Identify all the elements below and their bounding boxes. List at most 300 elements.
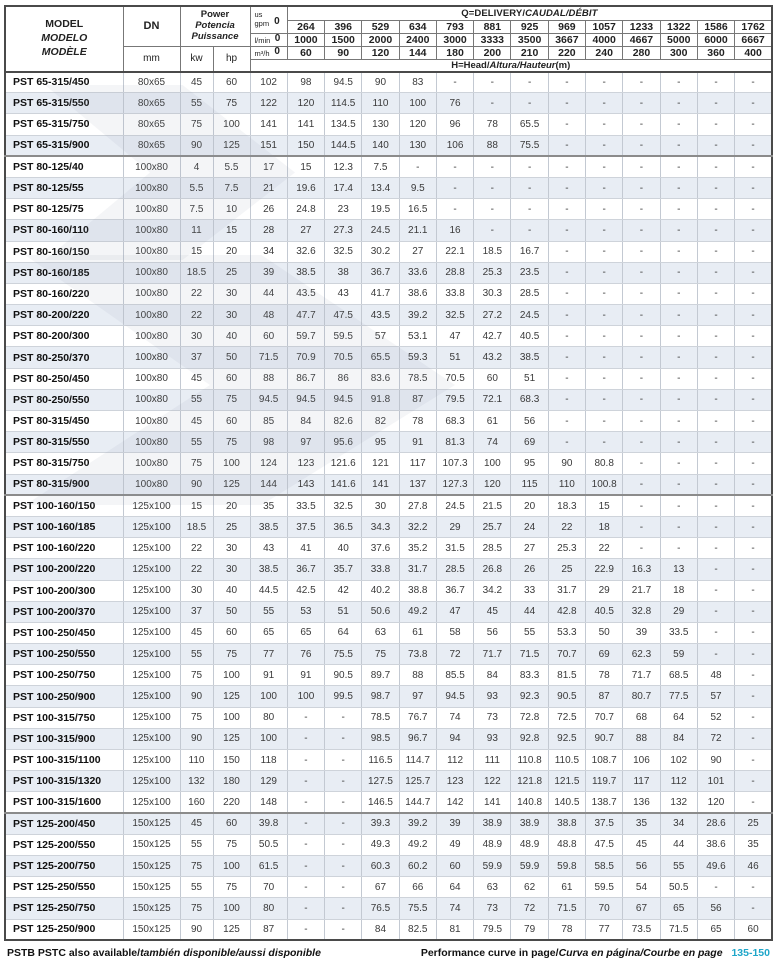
head-value-cell: 71.5 — [250, 347, 287, 368]
model-cell: PST 80-160/150 — [5, 241, 123, 262]
model-cell: PST 80-250/450 — [5, 368, 123, 389]
hp-cell: 60 — [213, 368, 250, 389]
head-value-cell: - — [735, 665, 772, 686]
dn-cell: 150x125 — [123, 813, 180, 834]
head-value-cell: - — [623, 220, 660, 241]
flow-header-cell-gpm: 969 — [548, 20, 585, 33]
head-value-cell: - — [325, 771, 362, 792]
kw-cell: 45 — [180, 72, 213, 93]
head-value-cell: - — [586, 156, 623, 177]
head-value-cell: - — [697, 877, 734, 898]
head-value-cell: - — [548, 241, 585, 262]
flow-header-cell-gpm: 881 — [474, 20, 511, 33]
head-value-cell: - — [697, 495, 734, 516]
head-value-cell: - — [511, 199, 548, 220]
head-value-cell: 78 — [399, 411, 436, 432]
head-value-cell: 90 — [548, 453, 585, 474]
head-value-cell: 81 — [436, 919, 473, 940]
head-value-cell: - — [697, 559, 734, 580]
head-value-cell: 141 — [250, 114, 287, 135]
head-value-cell: - — [697, 516, 734, 537]
head-value-cell: 38.5 — [287, 262, 324, 283]
head-value-cell: 51 — [325, 601, 362, 622]
head-value-cell: - — [586, 432, 623, 453]
head-value-cell: - — [511, 93, 548, 114]
head-value-cell: 98 — [287, 72, 324, 93]
flow-header-cell-m3h: 120 — [362, 46, 399, 59]
table-row — [5, 665, 772, 686]
head-value-cell: 38 — [325, 262, 362, 283]
head-value-cell: 35 — [623, 813, 660, 834]
flow-header-cell-gpm: 925 — [511, 20, 548, 33]
head-value-cell: - — [548, 220, 585, 241]
head-value-cell: - — [697, 347, 734, 368]
head-value-cell: - — [287, 728, 324, 749]
dn-cell: 100x80 — [123, 474, 180, 495]
head-value-cell: - — [660, 538, 697, 559]
dn-cell: 125x100 — [123, 665, 180, 686]
head-value-cell: - — [735, 750, 772, 771]
kw-cell: 22 — [180, 283, 213, 304]
head-value-cell: 60 — [436, 855, 473, 876]
flow-header-cell-m3h: 400 — [735, 46, 772, 59]
kw-cell: 22 — [180, 305, 213, 326]
head-value-cell: - — [586, 368, 623, 389]
model-cell: PST 65-315/750 — [5, 114, 123, 135]
head-value-cell: 38.5 — [511, 347, 548, 368]
head-value-cell: 141 — [287, 114, 324, 135]
head-value-cell: 130 — [362, 114, 399, 135]
model-cell: PST 100-250/550 — [5, 644, 123, 665]
dn-cell: 100x80 — [123, 347, 180, 368]
page-footer — [4, 941, 773, 959]
dn-cell: 125x100 — [123, 771, 180, 792]
model-cell: PST 80-315/900 — [5, 474, 123, 495]
kw-cell: 75 — [180, 665, 213, 686]
head-value-cell: - — [735, 114, 772, 135]
head-value-cell: 93 — [474, 686, 511, 707]
dn-cell: 125x100 — [123, 686, 180, 707]
flow-header-cell-lmin: 6667 — [735, 33, 772, 46]
head-value-cell: 95 — [511, 453, 548, 474]
dn-cell: 125x100 — [123, 750, 180, 771]
head-value-cell: 45 — [623, 834, 660, 855]
head-value-cell: - — [697, 644, 734, 665]
head-value-cell: 78 — [474, 114, 511, 135]
flow-header-cell-m3h: 360 — [697, 46, 734, 59]
head-value-cell: 101 — [697, 771, 734, 792]
head-value-cell: 47.7 — [287, 305, 324, 326]
head-value-cell: 43 — [250, 538, 287, 559]
unit-m3h-label: m³/h — [254, 48, 270, 58]
head-value-cell: 72 — [436, 644, 473, 665]
head-value-cell: 12.3 — [325, 156, 362, 177]
head-value-cell: 27 — [287, 220, 324, 241]
head-value-cell: 72 — [511, 898, 548, 919]
model-cell: PST 80-160/185 — [5, 262, 123, 283]
head-value-cell: 51 — [436, 347, 473, 368]
head-value-cell: 129 — [250, 771, 287, 792]
head-value-cell: 21.1 — [399, 220, 436, 241]
head-value-cell: 78 — [548, 919, 585, 940]
head-value-cell: - — [586, 241, 623, 262]
table-row — [5, 538, 772, 559]
head-value-cell: 63 — [474, 877, 511, 898]
head-value-cell: - — [548, 283, 585, 304]
head-value-cell: 69 — [511, 432, 548, 453]
head-value-cell: 39.2 — [399, 305, 436, 326]
head-value-cell: 94.5 — [436, 686, 473, 707]
head-value-cell: 77 — [586, 919, 623, 940]
table-row — [5, 898, 772, 919]
hp-cell: 75 — [213, 93, 250, 114]
head-value-cell: 41.7 — [362, 283, 399, 304]
dn-cell: 100x80 — [123, 305, 180, 326]
head-value-cell: 96 — [436, 114, 473, 135]
head-value-cell: 24.5 — [362, 220, 399, 241]
head-value-cell: 42 — [325, 580, 362, 601]
head-value-cell: - — [660, 72, 697, 93]
head-value-cell: 15 — [287, 156, 324, 177]
head-value-cell: - — [697, 474, 734, 495]
model-cell: PST 80-125/40 — [5, 156, 123, 177]
head-value-cell: 70.9 — [287, 347, 324, 368]
flow-header-cell-gpm: 396 — [325, 20, 362, 33]
head-value-cell: 100 — [287, 686, 324, 707]
head-value-cell: 71.5 — [511, 644, 548, 665]
head-value-cell: 100 — [399, 93, 436, 114]
kw-cell: 55 — [180, 389, 213, 410]
head-value-cell: 91 — [399, 432, 436, 453]
flow-header-cell-lmin: 4667 — [623, 33, 660, 46]
head-value-cell: - — [399, 156, 436, 177]
head-value-cell: 100 — [250, 686, 287, 707]
head-value-cell: 53.1 — [399, 326, 436, 347]
head-value-cell: 92.8 — [511, 728, 548, 749]
hp-cell: 30 — [213, 538, 250, 559]
model-cell: PST 65-315/900 — [5, 135, 123, 156]
head-value-cell: 50.5 — [250, 834, 287, 855]
header-model-en: MODEL — [45, 18, 84, 31]
head-value-cell: - — [474, 199, 511, 220]
hp-cell: 220 — [213, 792, 250, 813]
head-value-cell: 16 — [436, 220, 473, 241]
kw-cell: 75 — [180, 707, 213, 728]
head-value-cell: 18.5 — [474, 241, 511, 262]
hp-cell: 30 — [213, 305, 250, 326]
kw-cell: 55 — [180, 644, 213, 665]
head-value-cell: 66 — [399, 877, 436, 898]
head-value-cell: - — [697, 389, 734, 410]
head-value-cell: 78.5 — [362, 707, 399, 728]
head-value-cell: 64 — [660, 707, 697, 728]
table-row — [5, 877, 772, 898]
flow-header-cell-lmin: 5000 — [660, 33, 697, 46]
hp-cell: 125 — [213, 919, 250, 940]
head-value-cell: - — [548, 411, 585, 432]
head-value-cell: 150 — [287, 135, 324, 156]
head-value-cell: 42.7 — [474, 326, 511, 347]
kw-cell: 30 — [180, 326, 213, 347]
unit-lmin-label: l/min — [254, 35, 271, 45]
head-value-cell: 49.2 — [399, 601, 436, 622]
head-value-cell: - — [697, 601, 734, 622]
hp-cell: 30 — [213, 283, 250, 304]
head-value-cell: - — [325, 919, 362, 940]
table-row — [5, 750, 772, 771]
flow-header-cell-lmin: 2400 — [399, 33, 436, 46]
kw-cell: 55 — [180, 93, 213, 114]
dn-cell: 100x80 — [123, 156, 180, 177]
head-value-cell: 16.7 — [511, 241, 548, 262]
performance-curve-page-link[interactable]: 135-150 — [731, 947, 770, 959]
head-value-cell: 61 — [399, 622, 436, 643]
head-value-cell: 112 — [436, 750, 473, 771]
head-value-cell: 22.9 — [586, 559, 623, 580]
head-value-cell: 34 — [250, 241, 287, 262]
head-value-cell: 114.5 — [325, 93, 362, 114]
head-value-cell: 65 — [250, 622, 287, 643]
flow-header-cell-gpm: 634 — [399, 20, 436, 33]
head-value-cell: 22.1 — [436, 241, 473, 262]
head-value-cell: 28.8 — [436, 262, 473, 283]
head-value-cell: 53 — [287, 601, 324, 622]
head-value-cell: 120 — [697, 792, 734, 813]
head-value-cell: - — [325, 792, 362, 813]
kw-cell: 75 — [180, 453, 213, 474]
head-value-cell: 44 — [660, 834, 697, 855]
hp-cell: 75 — [213, 432, 250, 453]
head-value-cell: - — [474, 93, 511, 114]
flow-header-cell-m3h: 180 — [436, 46, 473, 59]
head-value-cell: 30 — [362, 495, 399, 516]
kw-cell: 45 — [180, 411, 213, 432]
head-value-cell: 117 — [399, 453, 436, 474]
head-value-cell: 96.7 — [399, 728, 436, 749]
head-value-cell: 121.6 — [325, 453, 362, 474]
head-value-cell: 94.5 — [325, 389, 362, 410]
table-row — [5, 580, 772, 601]
head-value-cell: 67 — [362, 877, 399, 898]
head-value-cell: 20 — [511, 495, 548, 516]
head-value-cell: - — [586, 411, 623, 432]
head-value-cell: 74 — [436, 898, 473, 919]
dn-cell: 100x80 — [123, 432, 180, 453]
model-cell: PST 100-315/1600 — [5, 792, 123, 813]
flow-header-cell-m3h: 210 — [511, 46, 548, 59]
head-value-cell: 87 — [586, 686, 623, 707]
head-value-cell: - — [623, 93, 660, 114]
head-value-cell: 144.5 — [325, 135, 362, 156]
head-value-cell: 59 — [660, 644, 697, 665]
head-value-cell: 16.5 — [399, 199, 436, 220]
head-value-cell: 82.6 — [325, 411, 362, 432]
flow-header-cell-m3h: 220 — [548, 46, 585, 59]
head-value-cell: - — [697, 538, 734, 559]
column-header-hp: hp — [213, 46, 250, 72]
table-row — [5, 93, 772, 114]
model-cell: PST 80-160/110 — [5, 220, 123, 241]
head-value-cell: - — [660, 114, 697, 135]
head-value-cell: 40 — [325, 538, 362, 559]
head-value-cell: 108.7 — [586, 750, 623, 771]
head-value-cell: 34.2 — [474, 580, 511, 601]
head-value-cell: 122 — [250, 93, 287, 114]
head-value-cell: 115 — [511, 474, 548, 495]
table-row — [5, 792, 772, 813]
head-value-cell: - — [436, 156, 473, 177]
kw-cell: 45 — [180, 622, 213, 643]
table-row — [5, 262, 772, 283]
head-value-cell: 48 — [697, 665, 734, 686]
head-value-cell: 26 — [511, 559, 548, 580]
header-power-en: Power — [200, 8, 230, 20]
head-value-cell: 25 — [735, 813, 772, 834]
head-value-cell: 40.5 — [511, 326, 548, 347]
head-value-cell: - — [548, 93, 585, 114]
head-value-cell: 127.3 — [436, 474, 473, 495]
hp-cell: 60 — [213, 813, 250, 834]
head-value-cell: 98 — [250, 432, 287, 453]
kw-cell: 55 — [180, 877, 213, 898]
head-value-cell: 146.5 — [362, 792, 399, 813]
head-value-cell: 60 — [474, 368, 511, 389]
head-value-cell: 44 — [250, 283, 287, 304]
dn-cell: 80x65 — [123, 93, 180, 114]
table-row — [5, 622, 772, 643]
table-row — [5, 601, 772, 622]
head-value-cell: 93 — [474, 728, 511, 749]
head-value-cell: 60.2 — [399, 855, 436, 876]
head-value-cell: 84 — [660, 728, 697, 749]
head-value-cell: - — [735, 707, 772, 728]
kw-cell: 15 — [180, 495, 213, 516]
head-value-cell: 54 — [623, 877, 660, 898]
head-value-cell: 75.5 — [399, 898, 436, 919]
head-value-cell: 77 — [250, 644, 287, 665]
head-value-cell: 48.8 — [548, 834, 585, 855]
model-cell: PST 100-250/450 — [5, 622, 123, 643]
head-value-cell: - — [623, 72, 660, 93]
head-value-cell: - — [586, 114, 623, 135]
head-value-cell: - — [660, 199, 697, 220]
head-value-cell: 25.3 — [474, 262, 511, 283]
head-value-cell: - — [735, 177, 772, 198]
head-value-cell: 51 — [511, 368, 548, 389]
head-value-cell: 33.5 — [660, 622, 697, 643]
head-value-cell: 27.8 — [399, 495, 436, 516]
head-value-cell: 65 — [660, 898, 697, 919]
head-value-cell: 79.5 — [436, 389, 473, 410]
head-value-cell: 26 — [250, 199, 287, 220]
head-value-cell: - — [287, 919, 324, 940]
head-value-cell: 88 — [623, 728, 660, 749]
dn-cell: 80x65 — [123, 72, 180, 93]
head-value-cell: - — [623, 432, 660, 453]
head-value-cell: 30.3 — [474, 283, 511, 304]
head-value-cell: 43.2 — [474, 347, 511, 368]
kw-cell: 90 — [180, 686, 213, 707]
head-value-cell: 85.5 — [436, 665, 473, 686]
header-power-es: Potencia — [195, 19, 235, 31]
head-value-cell: - — [623, 495, 660, 516]
head-value-cell: - — [660, 135, 697, 156]
head-value-cell: 99.5 — [325, 686, 362, 707]
head-value-cell: 130 — [399, 135, 436, 156]
head-value-cell: - — [511, 156, 548, 177]
flow-header-cell-m3h: 200 — [474, 46, 511, 59]
dn-cell: 125x100 — [123, 559, 180, 580]
head-value-cell: 37.6 — [362, 538, 399, 559]
head-value-cell: - — [287, 813, 324, 834]
head-value-cell: - — [735, 474, 772, 495]
head-value-cell: - — [697, 220, 734, 241]
head-value-cell: - — [474, 156, 511, 177]
head-value-cell: - — [474, 72, 511, 93]
head-value-cell: 48 — [250, 305, 287, 326]
head-value-cell: 106 — [623, 750, 660, 771]
head-value-cell: - — [548, 135, 585, 156]
unit-m3h-cell — [250, 46, 287, 59]
head-value-cell: 69 — [586, 644, 623, 665]
head-value-cell: 59.3 — [399, 347, 436, 368]
head-value-cell: 89.7 — [362, 665, 399, 686]
unit-gpm-label: us gpm — [254, 10, 270, 28]
head-value-cell: 86 — [325, 368, 362, 389]
head-value-cell: 71.5 — [660, 919, 697, 940]
head-value-cell: - — [287, 792, 324, 813]
head-value-cell: 21.7 — [623, 580, 660, 601]
model-cell: PST 80-160/220 — [5, 283, 123, 304]
head-value-cell: 49.2 — [399, 834, 436, 855]
model-cell: PST 125-250/550 — [5, 877, 123, 898]
head-value-cell: 71.5 — [548, 898, 585, 919]
head-value-cell: - — [548, 177, 585, 198]
head-value-cell: 39.2 — [399, 813, 436, 834]
head-value-cell: 74 — [436, 707, 473, 728]
head-value-cell: 28.5 — [436, 559, 473, 580]
head-value-cell: 68 — [623, 707, 660, 728]
head-value-cell: 98.7 — [362, 686, 399, 707]
hp-cell: 50 — [213, 347, 250, 368]
dn-cell: 100x80 — [123, 199, 180, 220]
unit-gpm-cell — [250, 6, 287, 33]
head-value-cell: 17 — [250, 156, 287, 177]
model-cell: PST 80-315/450 — [5, 411, 123, 432]
head-value-cell: 110.5 — [548, 750, 585, 771]
hp-cell: 5.5 — [213, 156, 250, 177]
head-value-cell: - — [586, 72, 623, 93]
flow-header-cell-gpm: 1586 — [697, 20, 734, 33]
head-value-cell: 112 — [660, 771, 697, 792]
hp-cell: 75 — [213, 389, 250, 410]
head-value-cell: 56 — [697, 898, 734, 919]
head-value-cell: - — [735, 368, 772, 389]
flow-header-cell-m3h: 280 — [623, 46, 660, 59]
head-value-cell: - — [548, 72, 585, 93]
head-value-cell: 111 — [474, 750, 511, 771]
head-value-cell: - — [697, 326, 734, 347]
head-value-cell: 57 — [697, 686, 734, 707]
head-value-cell: 24 — [511, 516, 548, 537]
head-value-cell: 71.7 — [623, 665, 660, 686]
head-value-cell: - — [287, 877, 324, 898]
table-row — [5, 855, 772, 876]
dn-cell: 100x80 — [123, 241, 180, 262]
head-value-cell: 106 — [436, 135, 473, 156]
head-value-cell: 65.5 — [511, 114, 548, 135]
head-value-cell: 34 — [660, 813, 697, 834]
